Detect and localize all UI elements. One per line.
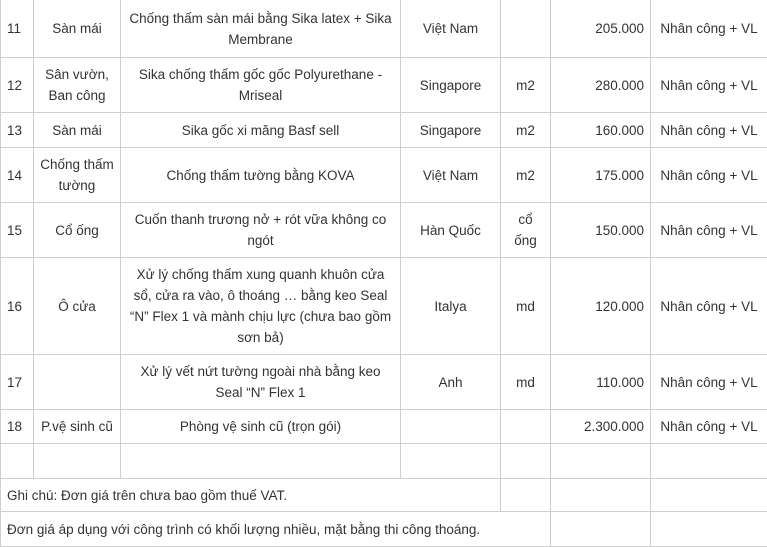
row-number: 18 [1, 410, 34, 444]
row-note: Nhân công + VL [651, 410, 767, 444]
empty-cell [401, 444, 501, 479]
row-origin: Singapore [401, 58, 501, 113]
row-note: Nhân công + VL [651, 203, 767, 258]
vat-note: Ghi chú: Đơn giá trên chưa bao gồm thuế VAT. [1, 479, 501, 512]
row-description: Cuốn thanh trương nở + rót vữa không co ngót [121, 203, 401, 258]
row-price: 280.000 [551, 58, 651, 113]
empty-cell [551, 512, 651, 547]
row-price: 160.000 [551, 113, 651, 148]
row-location [34, 355, 121, 410]
row-origin: Singapore [401, 113, 501, 148]
empty-cell [501, 479, 551, 512]
row-origin: Việt Nam [401, 0, 501, 58]
row-location: P.vệ sinh cũ [34, 410, 121, 444]
row-unit [501, 0, 551, 58]
row-origin [401, 410, 501, 444]
row-number: 12 [1, 58, 34, 113]
empty-cell [34, 444, 121, 479]
table-row [1, 58, 767, 113]
row-description: Chống thấm sàn mái bằng Sika latex + Sika Membrane [121, 0, 401, 58]
row-origin: Việt Nam [401, 148, 501, 203]
row-number: 11 [1, 0, 34, 58]
table-row [1, 410, 767, 444]
row-unit: cổ ống [501, 203, 551, 258]
row-note: Nhân công + VL [651, 0, 767, 58]
row-description: Phòng vệ sinh cũ (trọn gói) [121, 410, 401, 444]
row-description: Xử lý chống thấm xung quanh khuôn cửa sổ, cửa ra vào, ô thoáng … bằng keo Seal “N” Flex 1 và mành chịu lực (chưa bao gồm sơn bả) [121, 258, 401, 355]
scope-note: Đơn giá áp dụng với công trình có khối lượng nhiều, mặt bằng thi công thoáng. [1, 512, 551, 547]
row-price: 110.000 [551, 355, 651, 410]
row-location: Sàn mái [34, 113, 121, 148]
empty-cell [551, 444, 651, 479]
table-row [1, 203, 767, 258]
row-price: 205.000 [551, 0, 651, 58]
row-description: Sika gốc xi măng Basf sell [121, 113, 401, 148]
row-note: Nhân công + VL [651, 113, 767, 148]
row-unit: m2 [501, 148, 551, 203]
footnote-row [1, 512, 767, 547]
empty-cell [651, 444, 767, 479]
price-table-body [1, 0, 767, 547]
row-note: Nhân công + VL [651, 258, 767, 355]
row-unit: m2 [501, 113, 551, 148]
row-number: 13 [1, 113, 34, 148]
row-price: 175.000 [551, 148, 651, 203]
row-location: Sân vườn, Ban công [34, 58, 121, 113]
row-location: Ô cửa [34, 258, 121, 355]
row-origin: Hàn Quốc [401, 203, 501, 258]
row-note: Nhân công + VL [651, 58, 767, 113]
table-row [1, 113, 767, 148]
table-row [1, 355, 767, 410]
table-row [1, 148, 767, 203]
row-number: 15 [1, 203, 34, 258]
row-price: 120.000 [551, 258, 651, 355]
row-location: Cổ ống [34, 203, 121, 258]
row-origin: Italya [401, 258, 501, 355]
row-description: Xử lý vết nứt tường ngoài nhà bằng keo Seal “N” Flex 1 [121, 355, 401, 410]
row-note: Nhân công + VL [651, 355, 767, 410]
table-row [1, 258, 767, 355]
row-number: 14 [1, 148, 34, 203]
empty-cell [501, 444, 551, 479]
row-note: Nhân công + VL [651, 148, 767, 203]
empty-row [1, 444, 767, 479]
row-price: 150.000 [551, 203, 651, 258]
row-origin: Anh [401, 355, 501, 410]
row-location: Chống thấm tường [34, 148, 121, 203]
row-number: 17 [1, 355, 34, 410]
empty-cell [551, 479, 651, 512]
row-price: 2.300.000 [551, 410, 651, 444]
row-number: 16 [1, 258, 34, 355]
footnote-row [1, 479, 767, 512]
row-unit: md [501, 355, 551, 410]
row-unit: md [501, 258, 551, 355]
empty-cell [121, 444, 401, 479]
row-unit [501, 410, 551, 444]
row-description: Sika chống thấm gốc gốc Polyurethane - Mriseal [121, 58, 401, 113]
empty-cell [1, 444, 34, 479]
row-location: Sàn mái [34, 0, 121, 58]
row-description: Chống thấm tường bằng KOVA [121, 148, 401, 203]
empty-cell [651, 479, 767, 512]
table-row [1, 0, 767, 58]
row-unit: m2 [501, 58, 551, 113]
empty-cell [651, 512, 767, 547]
